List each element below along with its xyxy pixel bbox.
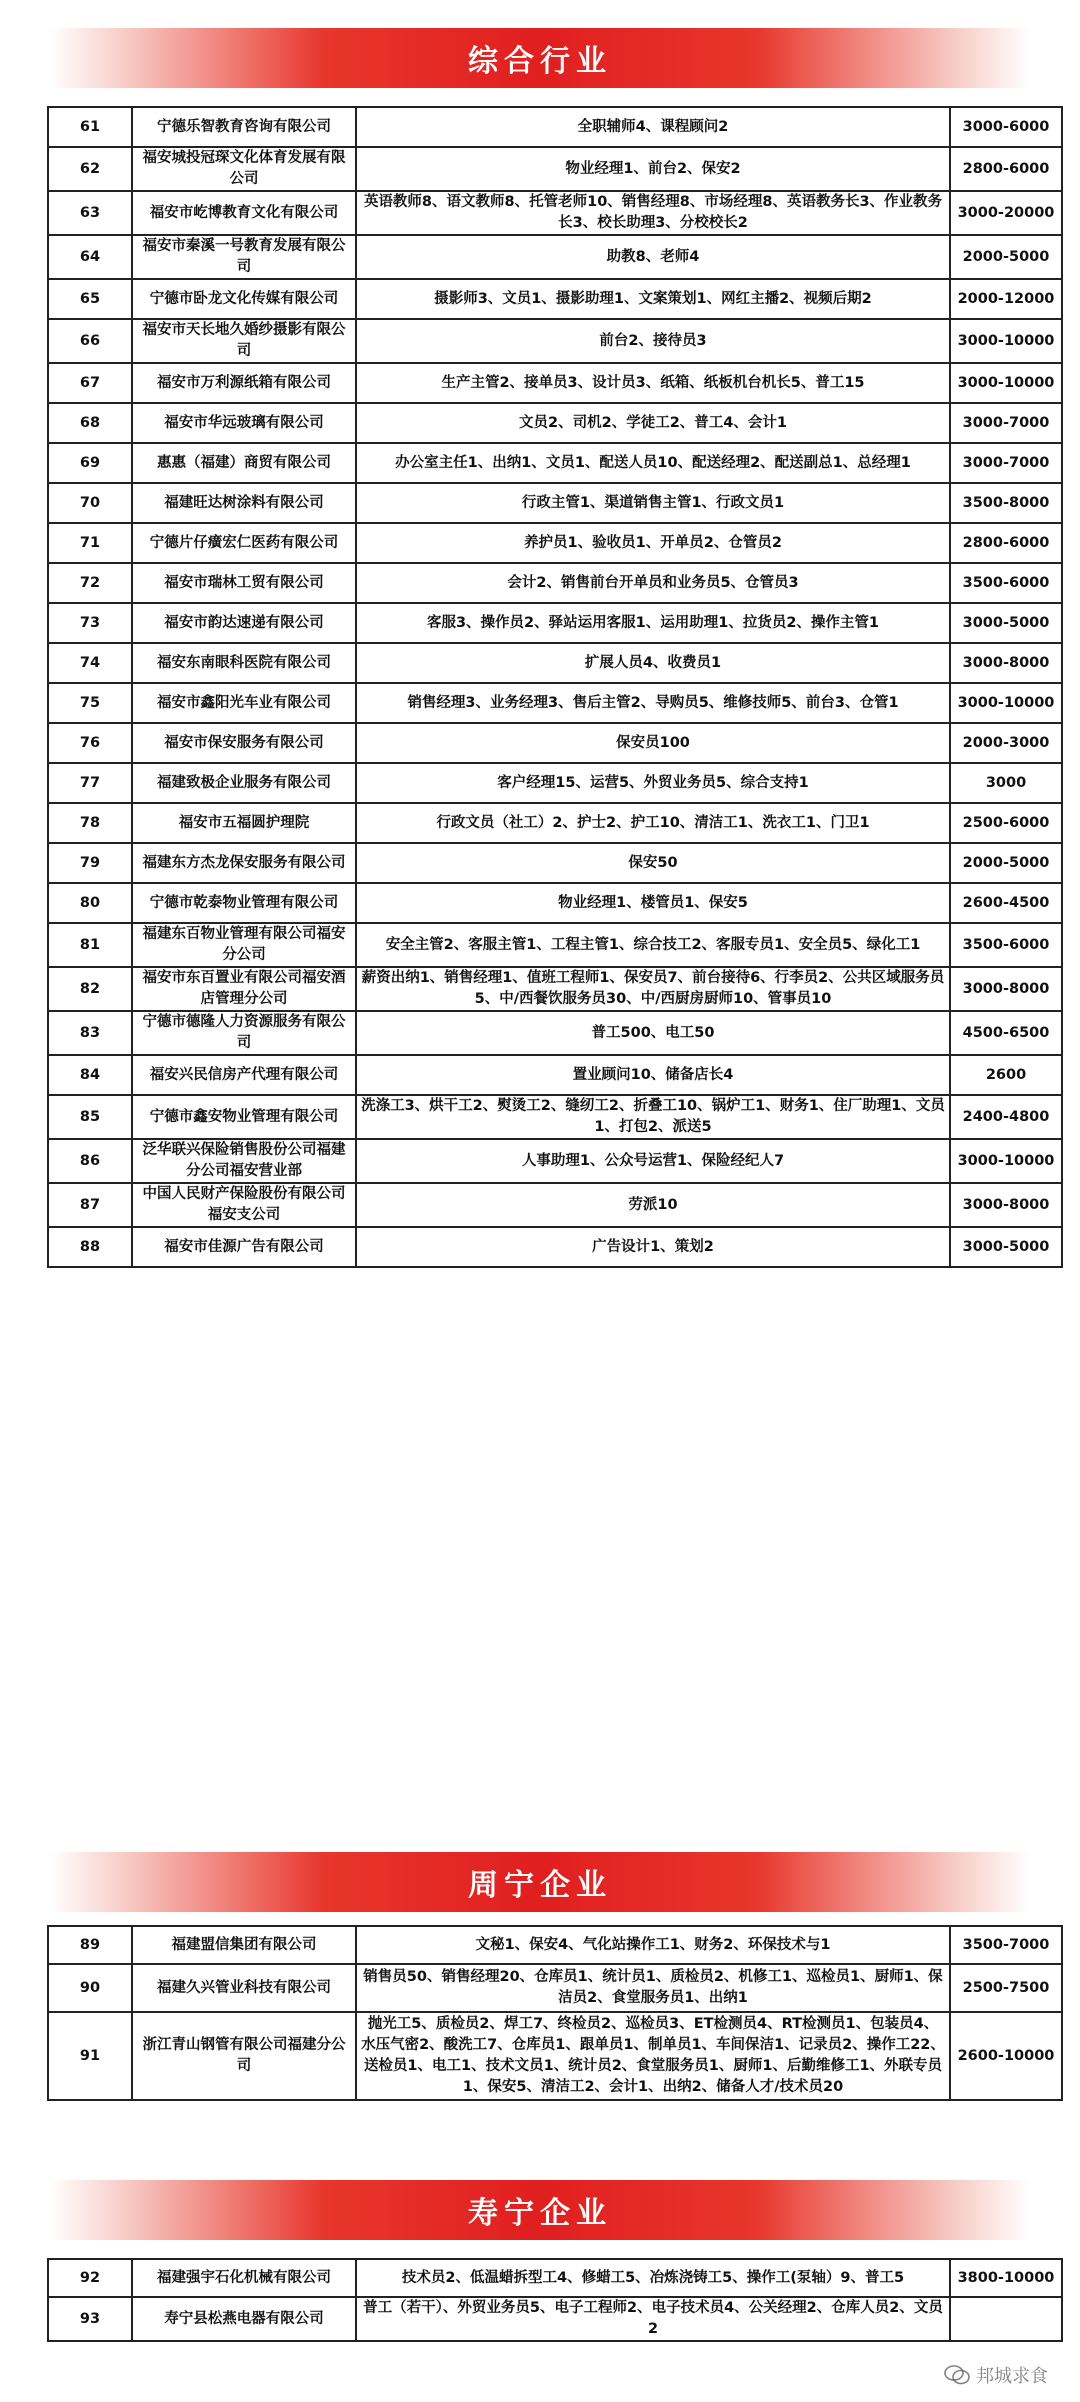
positions: 保安50 [356, 843, 950, 883]
salary-range: 3000-8000 [950, 1183, 1062, 1227]
table-row [48, 443, 1062, 483]
chat-bubbles-icon [944, 2365, 970, 2385]
table-row [48, 643, 1062, 683]
company-name: 福安兴民信房产代理有限公司 [132, 1055, 356, 1095]
company-name: 福建久兴管业科技有限公司 [132, 1964, 356, 2012]
positions: 销售员50、销售经理20、仓库员1、统计员1、质检员2、机修工1、巡检员1、厨师1、保洁员2、食堂服务员1、出纳1 [356, 1964, 950, 2012]
row-number: 76 [48, 723, 132, 763]
row-number: 67 [48, 363, 132, 403]
company-name: 福安市韵达速递有限公司 [132, 603, 356, 643]
row-number: 73 [48, 603, 132, 643]
positions: 客户经理15、运营5、外贸业务员5、综合支持1 [356, 763, 950, 803]
section-banner-zhouning [50, 1852, 1030, 1912]
salary-range: 3000 [950, 763, 1062, 803]
table-row [48, 1139, 1062, 1183]
company-name: 福安市天长地久婚纱摄影有限公司 [132, 319, 356, 363]
row-number: 62 [48, 147, 132, 191]
row-number: 70 [48, 483, 132, 523]
positions: 薪资出纳1、销售经理1、值班工程师1、保安员7、前台接待6、行李员2、公共区域服务员5、中/西餐饮服务员30、中/西厨房厨师10、管事员10 [356, 967, 950, 1011]
company-name: 福安市佳源广告有限公司 [132, 1227, 356, 1267]
positions: 客服3、操作员2、驿站运用客服1、运用助理1、拉货员2、操作主管1 [356, 603, 950, 643]
company-name: 福建东百物业管理有限公司福安分公司 [132, 923, 356, 967]
job-table-shouning [47, 2258, 1063, 2342]
row-number: 75 [48, 683, 132, 723]
positions: 生产主管2、接单员3、设计员3、纸箱、纸板机台机长5、普工15 [356, 363, 950, 403]
positions: 会计2、销售前台开单员和业务员5、仓管员3 [356, 563, 950, 603]
positions: 普工500、电工50 [356, 1011, 950, 1055]
salary-range: 3500-7000 [950, 1926, 1062, 1964]
salary-range: 4500-6500 [950, 1011, 1062, 1055]
company-name: 福安市秦溪一号教育发展有限公司 [132, 235, 356, 279]
positions: 行政主管1、渠道销售主管1、行政文员1 [356, 483, 950, 523]
positions: 广告设计1、策划2 [356, 1227, 950, 1267]
table-row [48, 883, 1062, 923]
row-number: 71 [48, 523, 132, 563]
salary-range: 2800-6000 [950, 523, 1062, 563]
company-name: 福安城投冠琛文化体育发展有限公司 [132, 147, 356, 191]
table-row [48, 107, 1062, 147]
row-number: 82 [48, 967, 132, 1011]
positions: 洗涤工3、烘干工2、熨烫工2、缝纫工2、折叠工10、锅炉工1、财务1、住厂助理1、文员1、打包2、派送5 [356, 1095, 950, 1139]
row-number: 72 [48, 563, 132, 603]
salary-range: 2000-5000 [950, 235, 1062, 279]
positions: 置业顾问10、储备店长4 [356, 1055, 950, 1095]
company-name: 福安市保安服务有限公司 [132, 723, 356, 763]
table-row [48, 147, 1062, 191]
positions: 普工（若干）、外贸业务员5、电子工程师2、电子技术员4、公关经理2、仓库人员2、文员2 [356, 2297, 950, 2341]
row-number: 87 [48, 1183, 132, 1227]
section-title: 寿宁企业 [468, 2196, 612, 2231]
watermark [944, 2362, 1048, 2388]
positions: 人事助理1、公众号运营1、保险经纪人7 [356, 1139, 950, 1183]
company-name: 福建盟信集团有限公司 [132, 1926, 356, 1964]
company-name: 福建强宇石化机械有限公司 [132, 2259, 356, 2297]
row-number: 79 [48, 843, 132, 883]
row-number: 84 [48, 1055, 132, 1095]
table-row [48, 363, 1062, 403]
company-name: 福安市万利源纸箱有限公司 [132, 363, 356, 403]
table-row [48, 1227, 1062, 1267]
positions: 办公室主任1、出纳1、文员1、配送人员10、配送经理2、配送副总1、总经理1 [356, 443, 950, 483]
company-name: 福建旺达树涂料有限公司 [132, 483, 356, 523]
table-row [48, 563, 1062, 603]
salary-range: 2000-12000 [950, 279, 1062, 319]
table-row [48, 1926, 1062, 1964]
table-row [48, 2297, 1062, 2341]
row-number: 81 [48, 923, 132, 967]
salary-range: 2000-5000 [950, 843, 1062, 883]
salary-range: 3500-6000 [950, 563, 1062, 603]
salary-range [950, 2297, 1062, 2341]
table-row [48, 1095, 1062, 1139]
positions: 劳派10 [356, 1183, 950, 1227]
positions: 安全主管2、客服主管1、工程主管1、综合技工2、客服专员1、安全员5、绿化工1 [356, 923, 950, 967]
row-number: 88 [48, 1227, 132, 1267]
row-number: 90 [48, 1964, 132, 2012]
company-name: 福安市华远玻璃有限公司 [132, 403, 356, 443]
salary-range: 3000-5000 [950, 1227, 1062, 1267]
positions: 物业经理1、前台2、保安2 [356, 147, 950, 191]
table-row [48, 1011, 1062, 1055]
row-number: 89 [48, 1926, 132, 1964]
salary-range: 2600-10000 [950, 2012, 1062, 2100]
salary-range: 3000-20000 [950, 191, 1062, 235]
positions: 文秘1、保安4、气化站操作工1、财务2、环保技术与1 [356, 1926, 950, 1964]
row-number: 68 [48, 403, 132, 443]
job-table-zhouning [47, 1925, 1063, 2101]
salary-range: 3800-10000 [950, 2259, 1062, 2297]
watermark-text: 邦城求食 [976, 2366, 1048, 2387]
company-name: 福建东方杰龙保安服务有限公司 [132, 843, 356, 883]
row-number: 64 [48, 235, 132, 279]
company-name: 宁德片仔癀宏仁医药有限公司 [132, 523, 356, 563]
positions: 行政文员（社工）2、护士2、护工10、清洁工1、洗衣工1、门卫1 [356, 803, 950, 843]
positions: 保安员100 [356, 723, 950, 763]
positions: 全职辅师4、课程顾问2 [356, 107, 950, 147]
salary-range: 3500-8000 [950, 483, 1062, 523]
section-title: 综合行业 [468, 44, 612, 79]
job-table-general [47, 106, 1063, 1268]
company-name: 寿宁县松燕电器有限公司 [132, 2297, 356, 2341]
salary-range: 3500-6000 [950, 923, 1062, 967]
salary-range: 2500-7500 [950, 1964, 1062, 2012]
table-row [48, 1055, 1062, 1095]
company-name: 泛华联兴保险销售股份公司福建分公司福安营业部 [132, 1139, 356, 1183]
company-name: 福安市五福圆护理院 [132, 803, 356, 843]
table-row [48, 483, 1062, 523]
table-row [48, 723, 1062, 763]
company-name: 福安市鑫阳光车业有限公司 [132, 683, 356, 723]
salary-range: 2800-6000 [950, 147, 1062, 191]
table-row [48, 967, 1062, 1011]
table-row [48, 683, 1062, 723]
positions: 扩展人员4、收费员1 [356, 643, 950, 683]
salary-range: 2500-6000 [950, 803, 1062, 843]
table-row [48, 923, 1062, 967]
row-number: 86 [48, 1139, 132, 1183]
table-row [48, 235, 1062, 279]
positions: 助教8、老师4 [356, 235, 950, 279]
positions: 技术员2、低温蜡拆型工4、修蜡工5、冶炼浇铸工5、操作工(泵轴）9、普工5 [356, 2259, 950, 2297]
company-name: 福建致极企业服务有限公司 [132, 763, 356, 803]
section-banner-shouning [50, 2180, 1030, 2240]
row-number: 63 [48, 191, 132, 235]
salary-range: 3000-10000 [950, 319, 1062, 363]
positions: 销售经理3、业务经理3、售后主管2、导购员5、维修技师5、前台3、仓管1 [356, 683, 950, 723]
row-number: 74 [48, 643, 132, 683]
company-name: 宁德乐智教育咨询有限公司 [132, 107, 356, 147]
table-row [48, 2012, 1062, 2100]
salary-range: 3000-8000 [950, 967, 1062, 1011]
row-number: 77 [48, 763, 132, 803]
positions: 英语教师8、语文教师8、托管老师10、销售经理8、市场经理8、英语教务长3、作业教务长3、校长助理3、分校校长2 [356, 191, 950, 235]
positions: 抛光工5、质检员2、焊工7、终检员2、巡检员3、ET检测员4、RT检测员1、包装员4、水压气密2、酸洗工7、仓库员1、跟单员1、制单员1、车间保洁1、记录员2、操作工22、送检员1、电工1、技术文员1、统计员2、食堂服务员1、厨师1、后勤维修工1、外联专员1、保安5、清洁工2、会计1、出纳2、储备人才/技术员20 [356, 2012, 950, 2100]
salary-range: 2000-3000 [950, 723, 1062, 763]
salary-range: 3000-10000 [950, 1139, 1062, 1183]
company-name: 宁德市德隆人力资源服务有限公司 [132, 1011, 356, 1055]
salary-range: 3000-6000 [950, 107, 1062, 147]
row-number: 83 [48, 1011, 132, 1055]
table-row [48, 803, 1062, 843]
row-number: 69 [48, 443, 132, 483]
company-name: 宁德市乾泰物业管理有限公司 [132, 883, 356, 923]
salary-range: 2600 [950, 1055, 1062, 1095]
positions: 养护员1、验收员1、开单员2、仓管员2 [356, 523, 950, 563]
salary-range: 3000-8000 [950, 643, 1062, 683]
salary-range: 3000-7000 [950, 443, 1062, 483]
table-row [48, 2259, 1062, 2297]
table-row [48, 603, 1062, 643]
table-row [48, 279, 1062, 319]
company-name: 宁德市鑫安物业管理有限公司 [132, 1095, 356, 1139]
row-number: 65 [48, 279, 132, 319]
section-title: 周宁企业 [468, 1868, 612, 1903]
company-name: 福安东南眼科医院有限公司 [132, 643, 356, 683]
table-row [48, 523, 1062, 563]
row-number: 92 [48, 2259, 132, 2297]
row-number: 93 [48, 2297, 132, 2341]
salary-range: 2600-4500 [950, 883, 1062, 923]
company-name: 宁德市卧龙文化传媒有限公司 [132, 279, 356, 319]
row-number: 66 [48, 319, 132, 363]
salary-range: 3000-10000 [950, 363, 1062, 403]
row-number: 91 [48, 2012, 132, 2100]
company-name: 浙江青山钢管有限公司福建分公司 [132, 2012, 356, 2100]
salary-range: 3000-5000 [950, 603, 1062, 643]
row-number: 85 [48, 1095, 132, 1139]
company-name: 中国人民财产保险股份有限公司福安支公司 [132, 1183, 356, 1227]
table-row [48, 763, 1062, 803]
positions: 摄影师3、文员1、摄影助理1、文案策划1、网红主播2、视频后期2 [356, 279, 950, 319]
salary-range: 3000-10000 [950, 683, 1062, 723]
salary-range: 2400-4800 [950, 1095, 1062, 1139]
table-row [48, 319, 1062, 363]
company-name: 福安市东百置业有限公司福安酒店管理分公司 [132, 967, 356, 1011]
row-number: 80 [48, 883, 132, 923]
salary-range: 3000-7000 [950, 403, 1062, 443]
table-row [48, 1964, 1062, 2012]
positions: 物业经理1、楼管员1、保安5 [356, 883, 950, 923]
section-banner-general [50, 28, 1030, 88]
row-number: 78 [48, 803, 132, 843]
company-name: 惠惠（福建）商贸有限公司 [132, 443, 356, 483]
table-row [48, 191, 1062, 235]
table-row [48, 1183, 1062, 1227]
positions: 文员2、司机2、学徒工2、普工4、会计1 [356, 403, 950, 443]
row-number: 61 [48, 107, 132, 147]
company-name: 福安市屹博教育文化有限公司 [132, 191, 356, 235]
positions: 前台2、接待员3 [356, 319, 950, 363]
table-row [48, 403, 1062, 443]
table-row [48, 843, 1062, 883]
company-name: 福安市瑞林工贸有限公司 [132, 563, 356, 603]
